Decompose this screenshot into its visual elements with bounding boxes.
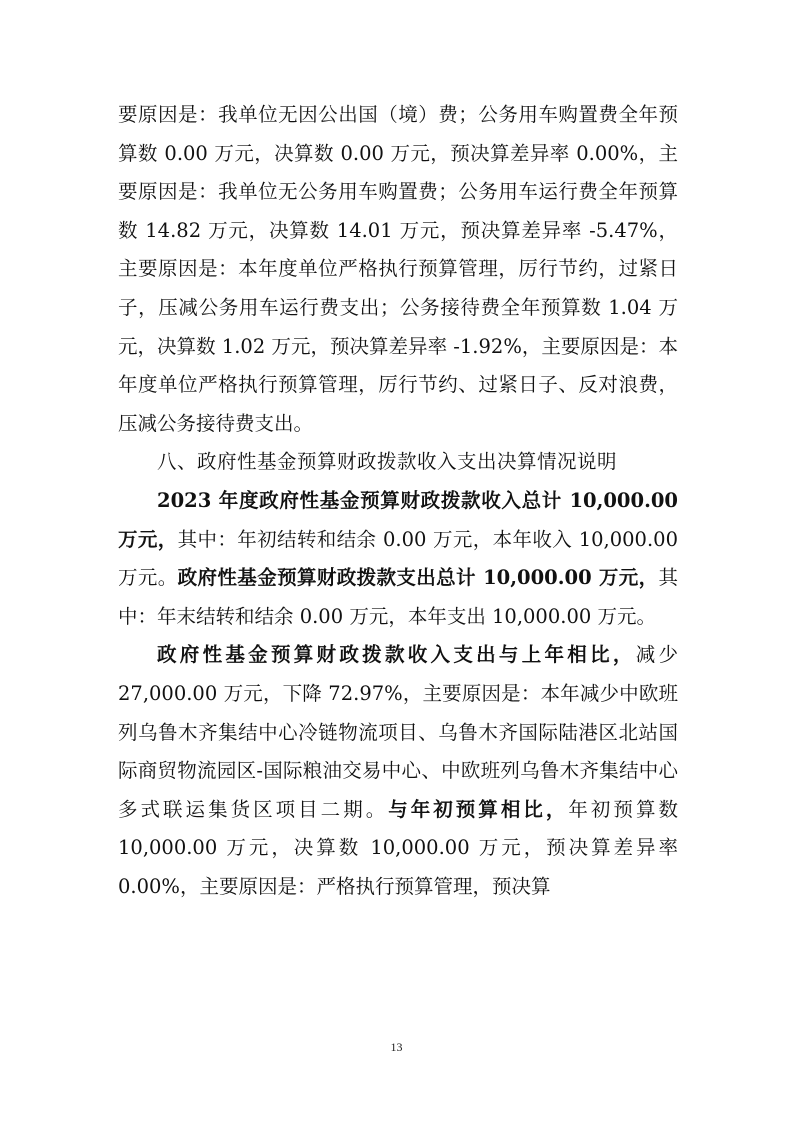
comparison-prior-year-label: 政府性基金预算财政拨款收入支出与上年相比， (157, 643, 636, 667)
section-heading: 八、政府性基金预算财政拨款收入支出决算情况说明 (157, 450, 618, 474)
comparison-prior-year-detail: 减少 27,000.00 万元，下降 72.97%，主要原因是：本年减少中欧班列乌鲁木齐集结中心冷链物流项目、乌鲁木齐国际陆港区北站国际商贸物流园区-国际粮油交易中心、中欧班列乌鲁木齐集结中心多式联运集货区项目二期。 (118, 643, 678, 821)
comparison-budget-detail: 年初预算数 10,000.00 万元，决算数 10,000.00 万元，预决算差异率 0.00%，主要原因是：严格执行预算管理，预决算 (118, 797, 678, 898)
comparison-budget-label: 与年初预算相比， (388, 797, 569, 821)
fund-expense-total: 政府性基金预算财政拨款支出总计 10,000.00 万元， (177, 566, 659, 590)
fund-expense-detail: 其中：年末结转和结余 0.00 万元，本年支出 10,000.00 万元。 (118, 566, 678, 628)
fund-income-total: 2023 年度政府性基金预算财政拨款收入总计 10,000.00 万元， (118, 488, 678, 551)
document-body (118, 96, 678, 906)
page-number: 13 (390, 1040, 403, 1054)
paragraph-fund-comparison (118, 636, 678, 906)
fund-income-detail: 其中：年初结转和结余 0.00 万元，本年收入 10,000.00 万元。 (118, 527, 678, 590)
paragraph-overseas-vehicle-reception: 要原因是：我单位无因公出国（境）费；公务用车购置费全年预算数 0.00 万元，决算数 0.00 万元，预决算差异率 0.00%，主要原因是：我单位无公务用车购置费；公务用车运行费全年预算数 14.82 万元，决算数 14.01 万元，预决算差异率 -5.47%，主要原因是：本年度单位严格执行预算管理，厉行节约，过紧日子，压减公务用车运行费支出；公务接待费全年预算数 1.04 万元，决算数 1.02 万元，预决算差异率 -1.92%，主要原因是：本年度单位严格执行预算管理，厉行节约、过紧日子、反对浪费，压减公务接待费支出。 (118, 103, 678, 435)
paragraph-fund-totals (118, 482, 678, 636)
